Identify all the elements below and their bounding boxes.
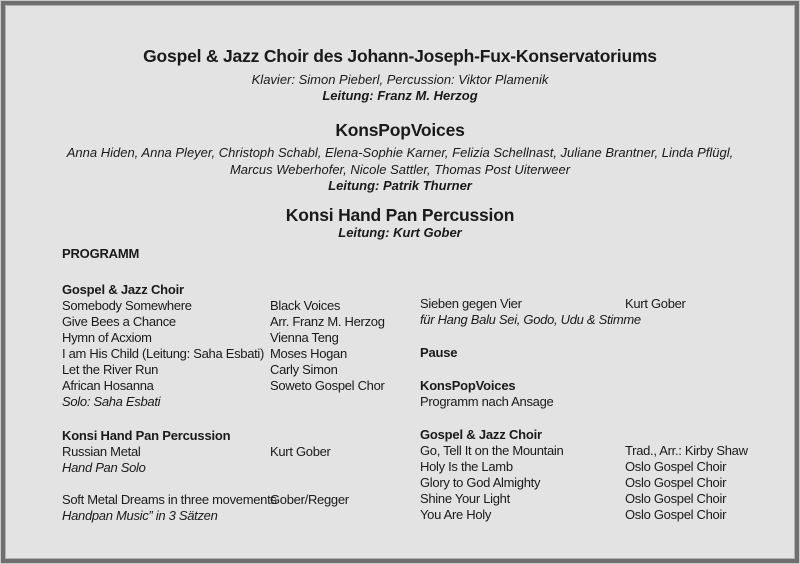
ensemble1-title: Gospel & Jazz Choir des Johann-Joseph-Fux-Konservatoriums (143, 46, 657, 66)
piece-title: Shine Your Light (420, 491, 510, 506)
program-row (62, 298, 414, 314)
program-row (420, 394, 772, 410)
piece-composer: Vienna Teng (270, 330, 339, 345)
piece-composer: Black Voices (270, 298, 341, 313)
program-row (420, 475, 772, 491)
piece-title: Soft Metal Dreams in three movements (62, 492, 277, 507)
section-heading: Gospel & Jazz Choir (62, 282, 184, 297)
piece-composer: Oslo Gospel Choir (625, 491, 727, 506)
piece-composer: Oslo Gospel Choir (625, 475, 727, 490)
ensemble3-title: Konsi Hand Pan Percussion (285, 205, 515, 225)
program-row (62, 362, 414, 378)
program-row (62, 508, 414, 524)
program-row (420, 491, 772, 507)
piece-composer: Kurt Gober (270, 444, 331, 459)
program-row (62, 314, 414, 330)
program-column-right (420, 296, 772, 523)
program-row (62, 492, 414, 508)
program-row (420, 507, 772, 523)
piece-composer: Moses Hogan (270, 346, 347, 361)
program-row (420, 296, 772, 312)
piece-composer: Kurt Gober (625, 296, 686, 311)
section-heading-pause: Pause (420, 345, 458, 360)
section-heading: KonsPopVoices (420, 378, 516, 393)
program-row (420, 459, 772, 475)
piece-title: Glory to God Almighty (420, 475, 541, 490)
piece-composer: Carly Simon (270, 362, 338, 377)
piece-title: African Hosanna (62, 378, 154, 393)
ensemble2-leader: Leitung: Patrik Thurner (328, 178, 472, 193)
program-row (420, 312, 772, 328)
program-row (62, 460, 414, 476)
piece-composer: Arr. Franz M. Herzog (270, 314, 385, 329)
piece-title: Hand Pan Solo (62, 460, 146, 475)
program-row (62, 378, 414, 394)
programm-heading: PROGRAMM (62, 246, 140, 261)
ensemble1-musicians: Klavier: Simon Pieberl, Percussion: Viktor Plamenik (251, 72, 549, 87)
piece-title: Russian Metal (62, 444, 141, 459)
section-heading: Konsi Hand Pan Percussion (62, 428, 231, 443)
piece-composer: Oslo Gospel Choir (625, 507, 727, 522)
piece-title: Programm nach Ansage (420, 394, 554, 409)
program-row (62, 444, 414, 460)
ensemble1-leader: Leitung: Franz M. Herzog (322, 88, 478, 103)
program-row (420, 443, 772, 459)
program-row-spacer (62, 476, 414, 492)
piece-title: Somebody Somewhere (62, 298, 192, 313)
program-column-left (62, 282, 414, 524)
program-row (62, 330, 414, 346)
piece-title: für Hang Balu Sei, Godo, Udu & Stimme (420, 312, 641, 327)
section-heading: Gospel & Jazz Choir (420, 427, 542, 442)
piece-title: Holy Is the Lamb (420, 459, 513, 474)
ensemble3-leader: Leitung: Kurt Gober (338, 225, 462, 240)
piece-composer: Gober/Regger (270, 492, 349, 507)
piece-title: Hymn of Acxiom (62, 330, 152, 345)
piece-title: Solo: Saha Esbati (62, 394, 161, 409)
piece-title: Go, Tell It on the Mountain (420, 443, 564, 458)
piece-title: Handpan Music” in 3 Sätzen (62, 508, 218, 523)
ensemble2-title: KonsPopVoices (335, 120, 465, 140)
piece-title: Let the River Run (62, 362, 159, 377)
piece-composer: Oslo Gospel Choir (625, 459, 727, 474)
program-row (62, 394, 414, 410)
piece-composer: Soweto Gospel Chor (270, 378, 385, 393)
ensemble2-members-line2: Marcus Weberhofer, Nicole Sattler, Thomas Post Uiterweer (229, 161, 571, 177)
ensemble2-members-line1: Anna Hiden, Anna Pleyer, Christoph Schabl, Elena-Sophie Karner, Felizia Schellnast, Juliane Brantner, Linda Pflügl, (66, 145, 734, 160)
program-row (62, 346, 414, 362)
piece-title: I am His Child (Leitung: Saha Esbati) (62, 346, 265, 361)
piece-title: You Are Holy (420, 507, 492, 522)
piece-title: Sieben gegen Vier (420, 296, 522, 311)
piece-composer: Trad., Arr.: Kirby Shaw (625, 443, 748, 458)
piece-title: Give Bees a Chance (62, 314, 176, 329)
program-header (30, 46, 770, 241)
